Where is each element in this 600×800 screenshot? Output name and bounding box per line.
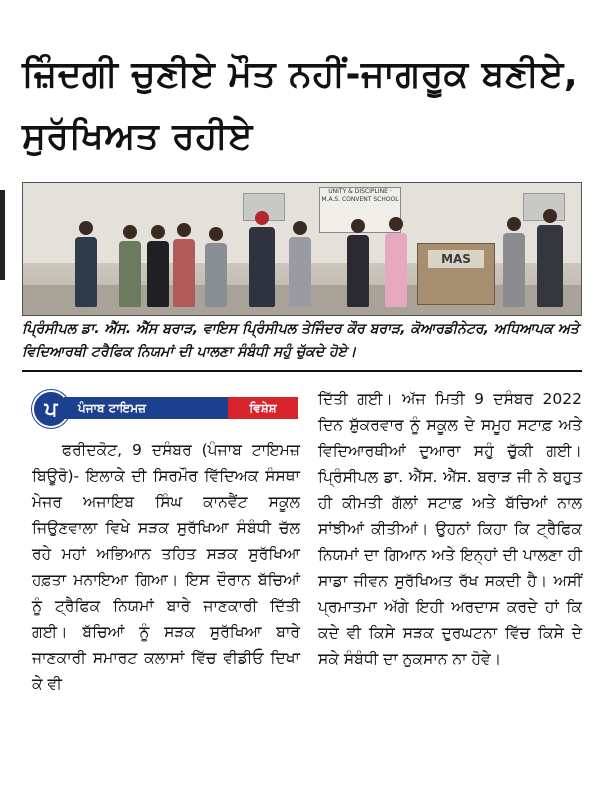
podium-label: MAS [428,250,484,268]
photo-person [205,227,227,307]
article-body-column-2: ਦਿੱਤੀ ਗਈ। ਅੱਜ ਮਿਤੀ 9 ਦਸੰਬਰ 2022 ਦਿਨ ਸ਼ੁੱਕਰਵਾਰ ਨੂੰ ਸਕੂਲ ਦੇ ਸਮੂਹ ਸਟਾਫ਼ ਅਤੇ ਵਿਦਿਆਰਥੀਆਂ ਦੁਆਰਾ ਸਹੁੰ ਚੁੱਕੀ ਗਈ। ਪ੍ਰਿੰਸੀਪਲ ਡਾ. ਐੱਸ. ਐੱਸ. ਬਰਾੜ ਜੀ ਨੇ ਬਹੁਤ ਹੀ ਕੀਮਤੀ ਗੱਲਾਂ ਸਟਾਫ਼ ਅਤੇ ਬੱਚਿਆਂ ਨਾਲ ਸਾਂਝੀਆਂ ਕੀਤੀਆਂ। ਉਹਨਾਂ ਕਿਹਾ ਕਿ ਟ੍ਰੈਫਿਕ ਨਿਯਮਾਂ ਦਾ ਗਿਆਨ ਅਤੇ ਇਨ੍ਹਾਂ ਦੀ ਪਾਲਣਾ ਹੀ ਸਾਡਾ ਜੀਵਨ ਸੁਰੱਖਿਅਤ ਰੱਖ ਸਕਦੀ ਹੈ। ਅਸੀਂ ਪ੍ਰਮਾਤਮਾ ਅੱਗੇ ਇਹੀ ਅਰਦਾਸ ਕਰਦੇ ਹਾਂ ਕਿ ਕਦੇ ਵੀ ਕਿਸੇ ਸੜਕ ਦੁਰਘਟਨਾ ਵਿੱਚ ਕਿਸੇ ਦੇ ਸਕੇ ਸੰਬੰਧੀ ਦਾ ਨੁਕਸਾਨ ਨਾ ਹੋਵੇ। [318,390,582,668]
newspaper-masthead [32,390,300,424]
photo-caption: ਪ੍ਰਿੰਸੀਪਲ ਡਾ. ਐੱਸ. ਐੱਸ ਬਰਾੜ, ਵਾਇਸ ਪ੍ਰਿੰਸੀਪਲ ਤੇਜਿੰਦਰ ਕੌਰ ਬਰਾੜ, ਕੋਆਰਡੀਨੇਟਰ, ਅਧਿਆਪਕ ਅਤੇ ਵਿਦਿਆਰਥੀ ਟਰੈਫਿਕ ਨਿਯਮਾਂ ਦੀ ਪਾਲਣਾ ਸੰਬੰਧੀ ਸਹੁੰ ਚੁੱਕਦੇ ਹੋਏ। [22,318,582,372]
photo-person [249,211,275,307]
photo-person [147,225,169,307]
special-tag: ਵਿਸ਼ੇਸ਼ [228,397,298,419]
photo-person [119,225,141,307]
school-banner: UNITY & DISCIPLINE · M.A.S. CONVENT SCHOOL [319,187,401,233]
article-photo [22,182,582,316]
photo-person [289,221,311,307]
photo-person [75,221,97,307]
photo-person [385,217,407,307]
photo-person [537,209,563,307]
page-edge-rule [0,190,5,280]
newspaper-logo-icon: ਪ [32,390,70,428]
photo-person [347,219,369,307]
article-body-column-1: ਫਰੀਦਕੋਟ, 9 ਦਸੰਬਰ (ਪੰਜਾਬ ਟਾਇਮਜ਼ ਬਿਊਰੋ)- ਇਲਾਕੇ ਦੀ ਸਿਰਮੌਰ ਵਿੱਦਿਅਕ ਸੰਸਥਾ ਮੇਜਰ ਅਜਾਇਬ ਸਿੰਘ ਕਾਨਵੈਂਟ ਸਕੂਲ ਜਿਉਣਵਾਲਾ ਵਿਖੇ ਸੜਕ ਸੁਰੱਖਿਆ ਸੰਬੰਧੀ ਚੱਲ ਰਹੇ ਮਹਾਂ ਅਭਿਆਨ ਤਹਿਤ ਸੜਕ ਸੁਰੱਖਿਆ ਹਫ਼ਤਾ ਮਨਾਇਆ ਗਿਆ। ਇਸ ਦੌਰਾਨ ਬੱਚਿਆਂ ਨੂੰ ਟ੍ਰੈਫਿਕ ਨਿਯਮਾਂ ਬਾਰੇ ਜਾਣਕਾਰੀ ਦਿੱਤੀ ਗਈ। ਬੱਚਿਆਂ ਨੂੰ ਸੜਕ ਸੁਰੱਖਿਆ ਬਾਰੇ ਜਾਣਕਾਰੀ ਸਮਾਰਟ ਕਲਾਸਾਂ ਵਿੱਚ ਵੀਡੀਓ ਦਿਖਾ ਕੇ ਵੀ [32,441,300,693]
photo-person [503,217,525,307]
photo-person [173,223,195,307]
article-headline: ਜ਼ਿੰਦਗੀ ਚੁਣੀਏ ਮੌਤ ਨਹੀਂ-ਜਾਗਰੂਕ ਬਣੀਏ, ਸੁਰੱਖਿਅਤ ਰਹੀਏ [22,54,579,157]
podium [417,243,495,305]
newspaper-name: ਪੰਜਾਬ ਟਾਇਮਜ਼ [64,397,236,419]
